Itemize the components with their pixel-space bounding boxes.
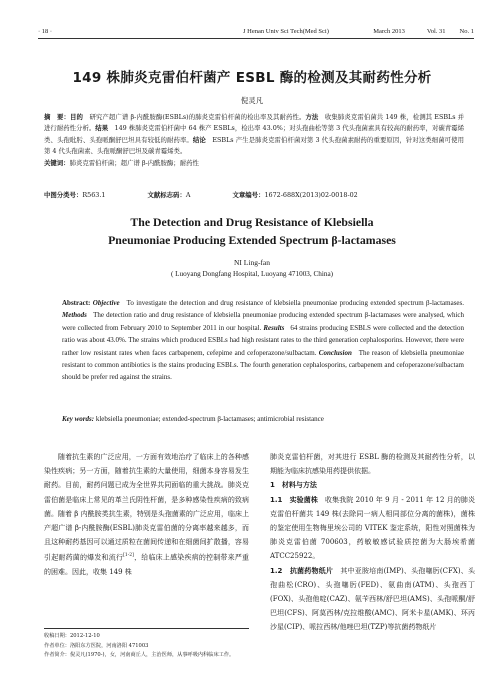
section-heading-1: 1 材料与方法 [270, 481, 317, 490]
issue-number: No. 1 [459, 28, 474, 35]
objective-label: 目的 [69, 113, 83, 121]
doc-code: 文献标志码：A [147, 191, 191, 199]
objective-text-en: To investigate the detection and drug resistance of klebsiella pneumoniae producing extended spectrum β-lactamases. [126, 299, 465, 307]
title-english-line2: Pneumoniae Producing Extended Spectrum β-lactamases [108, 232, 396, 247]
method-text-en: The detection ratio and drug resistance of klebsiella pneumoniae producing extended spectrum β-lactamases were analysed, which were collected from February 2010 to September 2011 in our hospital. [62, 311, 465, 332]
abstract-label-en: Abstract: [62, 299, 91, 307]
author-bio: 作者简介：倪灵凡(1970-)，女，河南商丘人，主治医师，从事呼吸内科临床工作。 [44, 652, 235, 659]
abstract-label: 摘 要： [44, 113, 70, 121]
body-column-left [44, 450, 249, 579]
body-column-right: 肺炎克雷伯杆菌，对其进行 ESBL 酶的检测及其耐药性分析，以期能为临床抗感染用药提供依据。 1 材料与方法 1.1 实验菌株 收集我院 2010 年 9 月 - 2011 年 12 月的肺炎克雷伯杆菌共 149 株(去除同一病人相同部位分离的菌株)，菌株的鉴定使用生物梅里埃公司的 VITEK 鉴定系统，阳性对照菌株为肺炎克雷伯菌 700603，药敏敏感试验质控菌为大肠埃希菌 ATCC25922。 1.2 抗菌药物纸片 其中亚胺培南(IMP)、头孢噻肟(CFX)、头孢曲松(CRO)、头孢噻肟(FED)、氨曲南(ATM)、头孢西丁(FOX)、头孢他啶(CAZ)、氨苄西林/舒巴坦(AMS)、头孢哌酮/舒巴坦(CFS)、阿莫西林/克拉维酸(AMC)、阿米卡星(AMK)、环丙沙星(CIP)、哌拉西林/他唑巴坦(TZP)等抗菌药物纸片 [270, 450, 475, 635]
article-number: 文章编号：1672-688X(2013)02-0018-02 [232, 191, 358, 199]
abstract-english [62, 297, 464, 384]
keywords-label-cn: 关键词： [44, 158, 70, 167]
method-label-en: Methods [62, 311, 87, 320]
objective-label-en: Objective [92, 299, 120, 307]
abstract-chinese [44, 112, 464, 169]
issue-info [373, 28, 474, 35]
page-number: · 18 · [38, 28, 53, 35]
received-date: 收稿日期：2012-12-10 [44, 633, 100, 639]
intro-continuation: 肺炎克雷伯杆菌，对其进行 ESBL 酶的检测及其耐药性分析，以期能为临床抗感染用药提供依据。 [270, 453, 475, 476]
result-label: 结果 [95, 124, 109, 133]
conclusion-text: ESBLs 产生是肺炎克雷伯杆菌对第 3 代头孢菌素耐药的重要原因，针对这类细菌可使用第 4 代头孢菌素、头孢哌酮舒巴坦及碳青霉烯类。 [44, 135, 465, 156]
author-unit: 作者单位：洛阳东方医院，河南洛阳 471003 [44, 642, 149, 649]
intro-paragraph: 随着抗生素的广泛应用，一方面有效地治疗了临床上的各种感染性疾病；另一方面，随着抗生素的大量使用，细菌本身容易发生耐药。目前，耐药问题已成为全世界共同面临的重大挑战。肺炎克雷伯菌是临床上常见的革兰氏阴性杆菌，是多种感染性疾病的致病菌。随着 β 内酰胺类抗生素，特别是头孢菌素的广泛应用，临床上产超广谱 β-内酰胺酶(ESBL)肺炎克雷伯菌的分离率越来越多，而且这种耐药基因可以通过质粒在菌间传递和在细菌间扩散播，容易引起耐药菌的爆发和流行[1-2]，给临床上感染疾病的控制带来严重的困难。因此，收集 149 株 [44, 453, 250, 576]
keywords-english [62, 415, 464, 423]
keywords-text-cn: 肺炎克雷伯杆菌；超广谱 β-内酰胺酶；耐药性 [69, 158, 199, 167]
keywords-text-en: klebsiella pneumoniae; extended-spectrum β-lactamases; antimicrobial resistance [95, 415, 324, 423]
clc-number: 中图分类号：R563.1 [44, 191, 106, 199]
footnote [44, 628, 249, 661]
conclusion-text-en: The reason of klebsiella pneumoniae resistant to common antibiotics is the stains producing ESBLs. The fourth generation cephalosporins, carbapenem and cefoperazone/sulbactam should be prefer red against the strains. [62, 348, 464, 382]
method-label: 方法 [305, 113, 319, 121]
running-header [38, 28, 474, 39]
title-english-line1: The Detection and Drug Resistance of Klebsiella [130, 215, 374, 229]
title-english [0, 214, 504, 249]
citation: [1-2] [123, 553, 134, 559]
result-label-en: Results [263, 323, 285, 332]
conclusion-label-en: Conclusion [318, 348, 352, 357]
issue-date: March 2013 [373, 28, 405, 35]
journal-name: J Henan Univ Sci Tech(Med Sci) [243, 28, 329, 35]
classification-meta [44, 190, 464, 199]
keywords-label-en: Key words: [62, 415, 95, 423]
objective-text: 研究产超广谱 β-内酰胺酶(ESBLs)的肺炎克雷伯杆菌的检出率及其耐药性。 [89, 113, 306, 121]
affiliation-english: ( Luoyang Dongfang Hospital, Luoyang 471003, China) [170, 270, 334, 278]
method-text: 收集肺炎克雷伯菌共 149 株，检测其 ESBLs 并进行耐药性分析。 [44, 113, 465, 133]
title-chinese: 149 株肺炎克雷伯杆菌产 ESBL 酶的检测及其耐药性分析 [72, 70, 432, 86]
result-text: 149 株肺炎克雷伯杆菌中 64 株产 ESBLs，检出率 43.0%；对头孢曲松等第 3 代头孢菌素具有较高的耐药率，对碳青霉烯类、头孢吡肟、头孢哌酮舒巴坦具有较低的耐药率。 [44, 124, 465, 144]
result-text-en: 64 strains producing ESBLS were collected and the detection ratio was about 43.0%. The strains which produced ESBLs had high resistant rates to the third generation cephalosporins. However, there were rather low resistant rates when faces carbapenem, cefepime and cefoperazone/sulbactam. [62, 323, 465, 357]
author-english: NI Ling-fan [233, 258, 271, 267]
issue-volume: Vol. 31 [426, 28, 446, 35]
conclusion-label: 结论 [192, 135, 206, 144]
author-chinese: 倪灵凡 [240, 96, 264, 105]
